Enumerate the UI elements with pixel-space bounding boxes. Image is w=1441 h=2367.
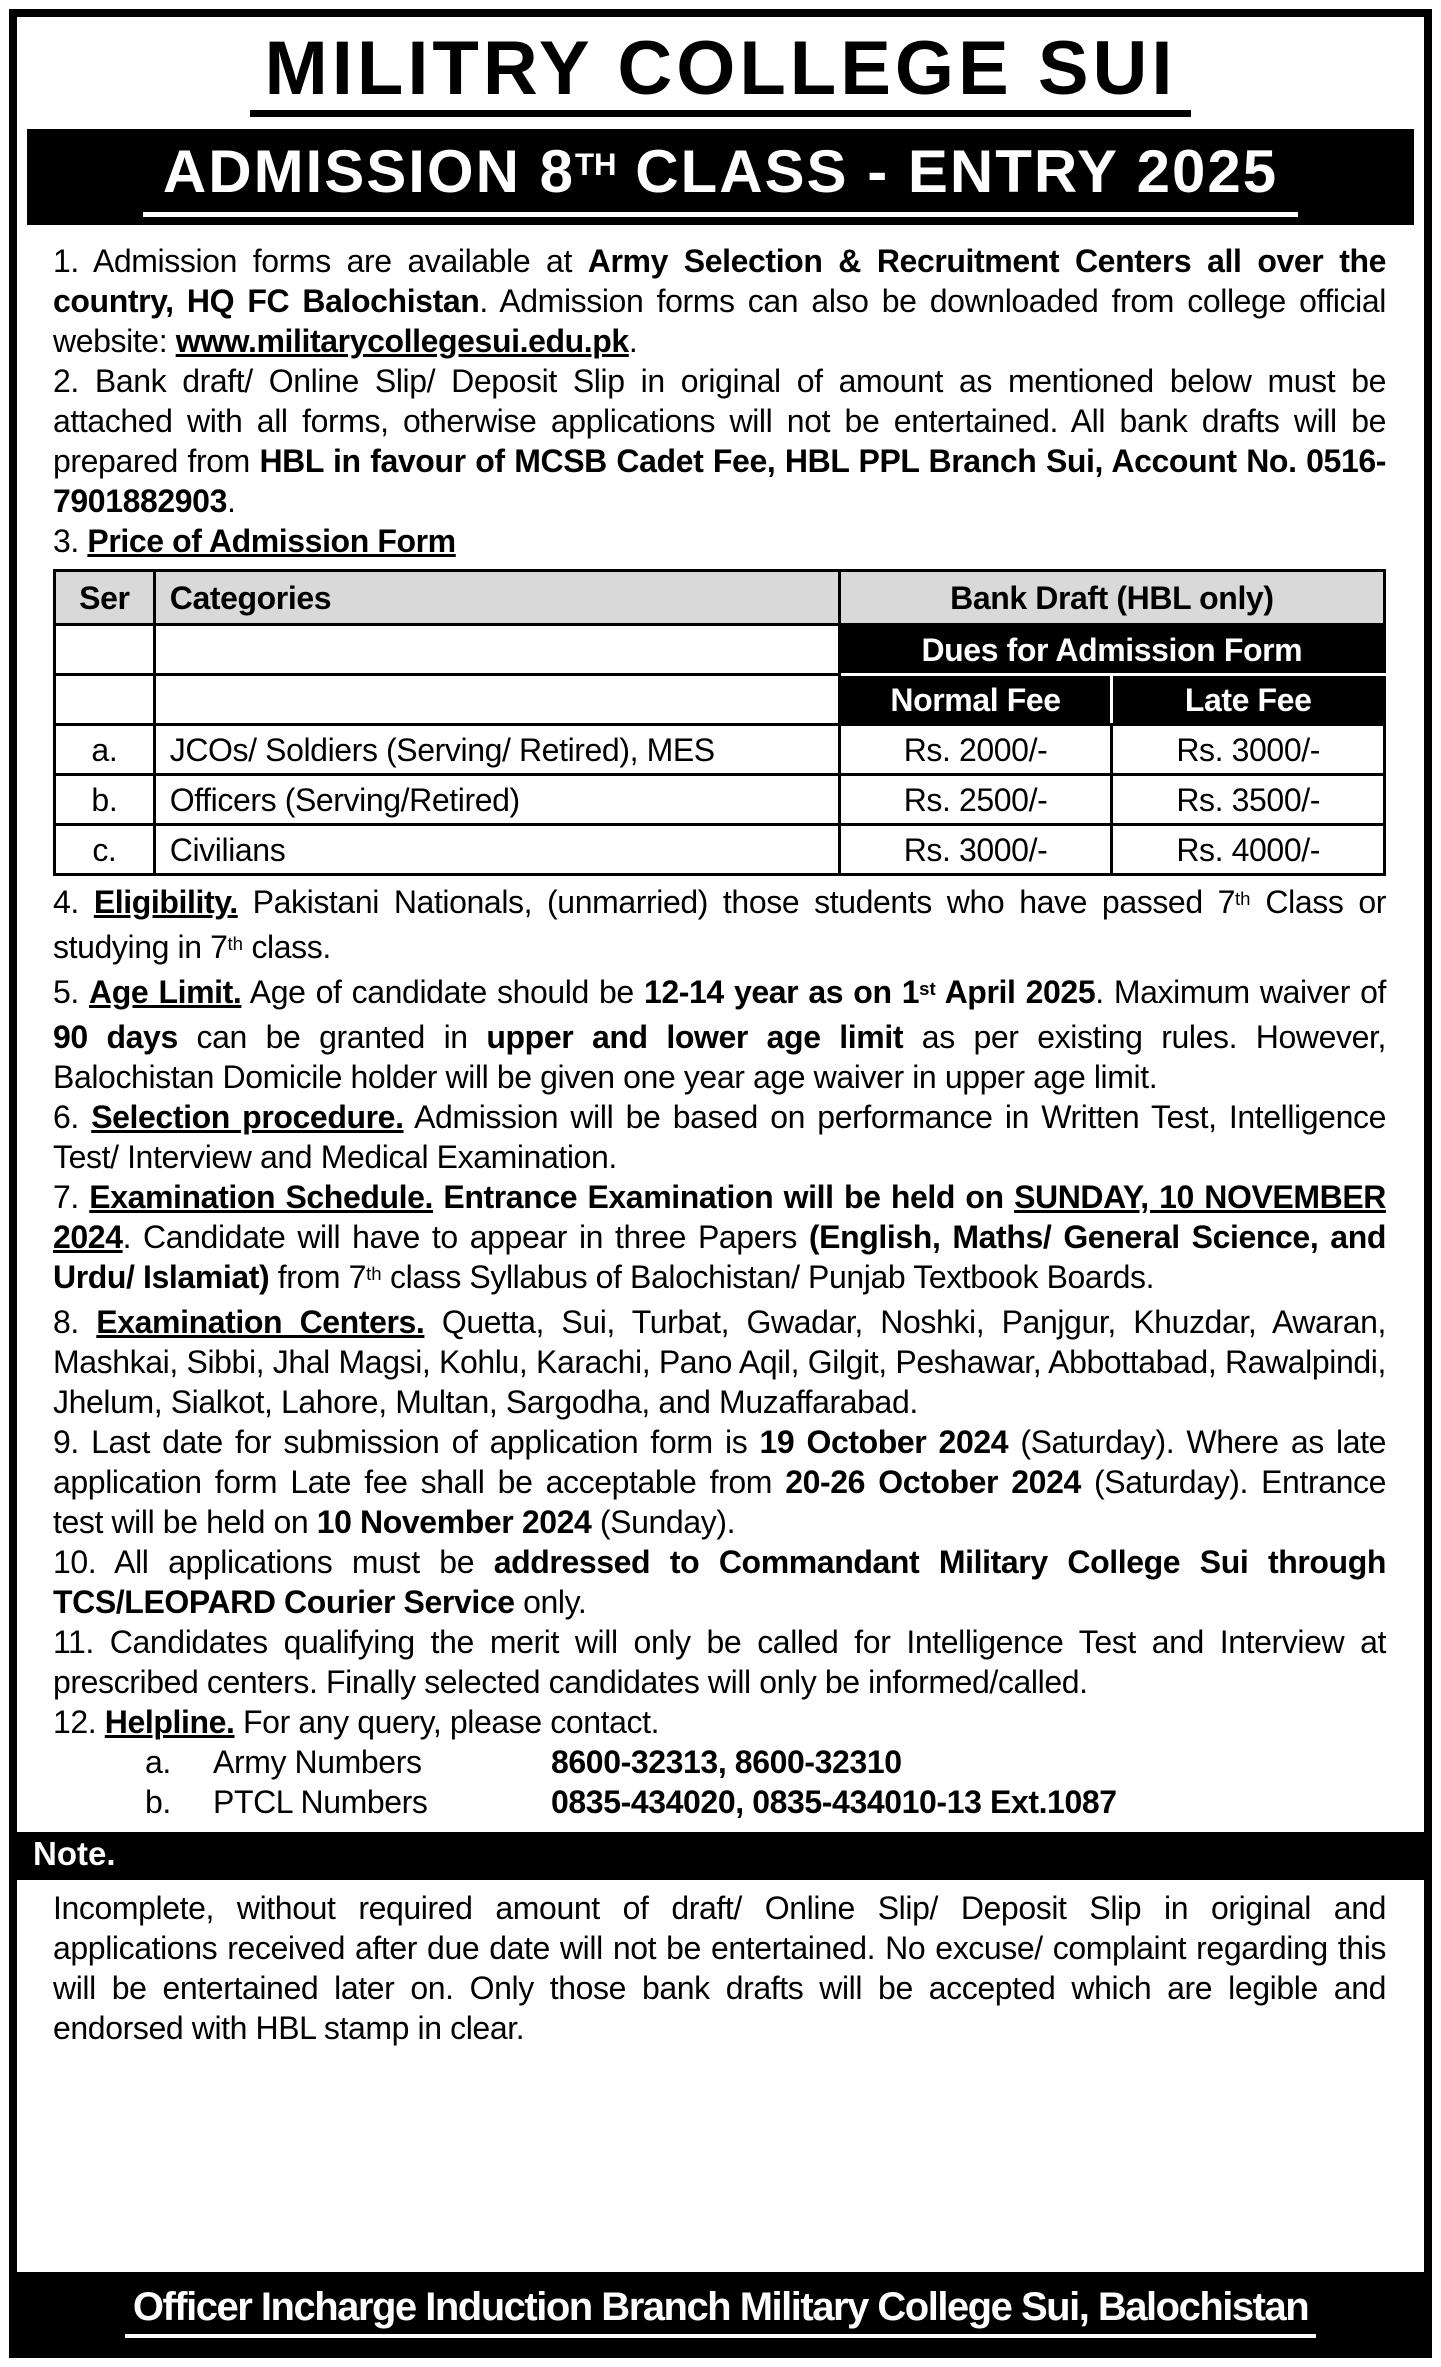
text-run: (Saturday). Where as late application form Late fee shall be acceptable from [53,1424,1386,1501]
para-selection-procedure [53,1097,1386,1177]
text-run: class Syllabus of Balochistan/ Punjab Textbook Boards. [381,1259,1155,1296]
exam-date-bold-underline: SUNDAY, 10 NOVEMBER 2024 [53,1179,1386,1256]
text-run: 11. Candidates qualifying the merit will only be called for Intelligence Test and Interview at prescribed centers. Finally selected candidates will only be informed/called. [53,1624,1386,1701]
text-run: Class or studying in 7 [53,884,1386,966]
para-merit-candidates [53,1622,1386,1702]
text-run: (Saturday). Entrance test will be held on [53,1464,1386,1541]
text-run: (Sunday). [591,1504,736,1541]
list-letter: a. [145,1744,171,1781]
superscript-th: th [366,1262,382,1284]
late-fee-cell: Rs. 3500/- [1112,775,1385,825]
army-phone-numbers: 8600-32313, 8600-32310 [551,1744,902,1781]
last-date-bold: 19 October 2024 [759,1424,1009,1461]
empty-cell [55,675,155,725]
dues-for-admission-form-header: Dues for Admission Form [839,625,1384,675]
text-run: . [226,483,236,520]
army-numbers-label: Army Numbers [213,1744,422,1781]
text-run: Age of candidate should be [241,974,644,1011]
recruitment-centers-bold: Army Selection & Recruitment Centers all over the country, HQ FC Balochistan [53,243,1386,320]
text-run: 7. [53,1179,90,1216]
text-run: Quetta, Sui, Turbat, Gwadar, Noshki, Panjgur, Khuzdar, Awaran, Mashkai, Sibbi, Jhal Magsi, Kohlu, Karachi, Pano Aqil, Gilgit, Peshawar, Abbottabad, Rawalpindi, Jhelum, Sialkot, Lahore, Multan, Sargodha, and Muzaffarabad. [53,1304,1386,1421]
text-run: 5. [53,974,90,1011]
text-run: 4. [53,884,94,921]
footer-bar [17,2272,1424,2350]
text-run: as per existing rules. However, Balochistan Domicile holder will be given one year age waiver in upper age limit. [53,1019,1386,1096]
late-fee-cell: Rs. 4000/- [1112,825,1385,875]
eligibility-heading: Eligibility. [93,884,238,921]
selection-procedure-heading: Selection procedure. [91,1099,404,1136]
table-fee-header-row [55,675,1385,725]
ser-cell: b. [55,775,155,825]
text-run: Pakistani Nationals, (unmarried) those students who have passed 7 [237,884,1236,921]
text-run: . [628,323,638,360]
admission-fee-table [53,569,1386,876]
empty-cell [154,675,839,725]
examination-centers-heading: Examination Centers. [96,1304,425,1341]
normal-fee-cell: Rs. 2000/- [839,725,1112,775]
officer-incharge-footer: Officer Incharge Induction Branch Military College Sui, Balochistan [125,2285,1316,2338]
helpline-ptcl-row [53,1782,1386,1822]
superscript-st: st [919,977,936,999]
price-of-admission-form-heading: Price of Admission Form [87,523,456,560]
ptcl-phone-numbers: 0835-434020, 0835-434010-13 Ext.1087 [551,1784,1117,1821]
para-helpline [53,1702,1386,1742]
superscript-th: th [227,932,243,954]
category-cell: Officers (Serving/Retired) [154,775,839,825]
para-eligibility [53,882,1386,972]
text-run: 2. Bank draft/ Online Slip/ Deposit Slip in original of amount as mentioned below must be attached with all forms, otherwise applications will not be entertained. All bank drafts will be prepared from [53,363,1386,480]
text-run: 12. [53,1704,105,1741]
age-limit-heading: Age Limit. [89,974,242,1011]
document-header [17,17,1424,121]
entrance-test-date-bold: 10 November 2024 [316,1504,592,1541]
text-run: CLASS - ENTRY 2025 [616,138,1279,206]
table-header-row [55,571,1385,625]
superscript-th: th [1235,887,1251,909]
ser-header: Ser [55,571,155,625]
age-range-bold: 12-14 year as on 1 [643,974,920,1011]
late-fee-cell: Rs. 3000/- [1112,725,1385,775]
text-run: only. [514,1584,587,1621]
ninety-days-bold: 90 days [53,1019,178,1056]
document-frame [9,9,1432,2358]
para-examination-centers [53,1302,1386,1422]
text-run: can be granted in [177,1019,487,1056]
admission-banner-text [143,137,1298,217]
late-fee-header: Late Fee [1112,675,1385,725]
text-run: 9. Last date for submission of application form is [53,1424,760,1461]
para-bank-draft [53,361,1386,521]
text-run: 1. Admission forms are available at [53,243,588,280]
note-label: Note. [33,1835,116,1873]
normal-fee-cell: Rs. 3000/- [839,825,1112,875]
normal-fee-cell: Rs. 2500/- [839,775,1112,825]
text-run: 6. [53,1099,92,1136]
college-title: MILITRY COLLEGE SUI [250,29,1190,117]
superscript-th: TH [574,146,617,182]
text-run: . Maximum waiver of [1095,974,1386,1011]
empty-cell [55,625,155,675]
late-fee-dates-bold: 20-26 October 2024 [785,1464,1081,1501]
note-text: Incomplete, without required amount of draft/ Online Slip/ Deposit Slip in original and applications received after due date will not be entertained. No excuse/ complaint regarding this will be entertained later on. Only those bank drafts will be accepted which are legible and endorsed with HBL stamp in clear. [53,1890,1386,2047]
para-applications-address [53,1542,1386,1622]
ptcl-numbers-label: PTCL Numbers [213,1784,428,1821]
april-2025-bold: April 2025 [935,974,1096,1011]
text-run: Admission will be based on performance in Written Test, Intelligence Test/ Interview and Medical Examination. [53,1099,1386,1176]
para-examination-schedule [53,1177,1386,1302]
table-dues-row [55,625,1385,675]
ser-cell: a. [55,725,155,775]
ser-cell: c. [55,825,155,875]
text-run: 10. All applications must be [53,1544,494,1581]
para-last-date [53,1422,1386,1542]
helpline-heading: Helpline. [104,1704,235,1741]
age-limit-bold: upper and lower age limit [486,1019,904,1056]
text-run: class. [242,929,331,966]
para-admission-forms [53,241,1386,361]
category-cell: Civilians [154,825,839,875]
courier-address-bold: addressed to Commandant Military College Sui through TCS/LEOPARD Courier Service [53,1544,1386,1621]
list-letter: b. [145,1784,171,1821]
para-age-limit [53,972,1386,1097]
bank-draft-header: Bank Draft (HBL only) [839,571,1384,625]
admission-banner [27,129,1414,225]
entrance-exam-bold: Entrance Examination will be held on [433,1179,1015,1216]
empty-cell [154,625,839,675]
website-url: www.militarycollegesui.edu.pk [175,323,629,360]
categories-header: Categories [154,571,839,625]
text-run: 8. [53,1304,97,1341]
document-body [17,225,1424,1822]
category-cell: JCOs/ Soldiers (Serving/ Retired), MES [154,725,839,775]
helpline-army-row [53,1742,1386,1782]
bank-account-bold: HBL in favour of MCSB Cadet Fee, HBL PPL Branch Sui, Account No. 0516-7901882903 [53,443,1386,520]
normal-fee-header: Normal Fee [839,675,1112,725]
text-run: . Admission forms can also be downloaded from college official website: [53,283,1387,360]
text-run: from 7 [269,1259,367,1296]
table-row [55,725,1385,775]
text-run: For any query, please contact. [234,1704,660,1741]
para-price-heading [53,521,1386,561]
text-run: . Candidate will have to appear in three Papers [122,1219,809,1256]
table-row [55,775,1385,825]
text-run: 3. [53,523,88,560]
note-label-bar [17,1832,1424,1880]
table-row [55,825,1385,875]
examination-schedule-heading: Examination Schedule. [89,1179,434,1216]
papers-bold: (English, Maths/ General Science, and Urdu/ Islamiat) [53,1219,1386,1296]
text-run: ADMISSION 8 [162,138,575,206]
